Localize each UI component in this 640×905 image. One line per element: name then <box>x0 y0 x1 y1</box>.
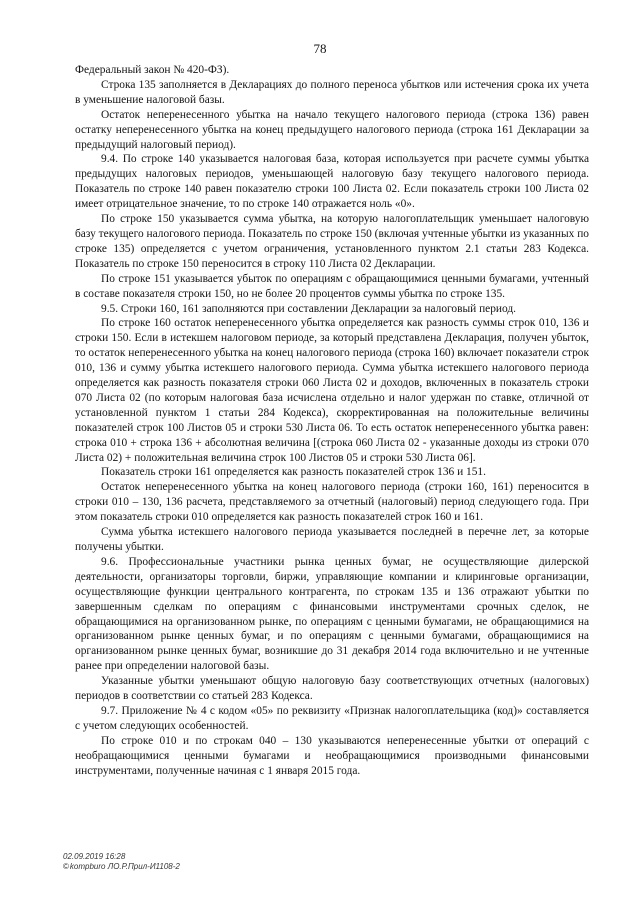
paragraph: 9.7. Приложение № 4 с кодом «05» по реквизиту «Признак налогоплательщика (код)» составляется с учетом следующих особенностей. <box>75 704 589 732</box>
paragraph: Сумма убытка истекшего налогового периода указывается последней в перечне лет, за которые получены убытки. <box>75 526 589 553</box>
paragraph: По строке 160 остаток неперенесенного убытка определяется как разность суммы строк 010, 136 и строки 150. Если в истекшем налоговом периоде, за который представлена Декларация, получен убыток, то остаток неперенесенного убытка на конец налогового периода (строка 160) включает показатели строк 010, 136 и сумму убытка истекшего налогового периода. Сумма убытка истекшего налогового периода определяется как разность показателя строки 060 Листа 02 и доходов, включенных в показатель строки 070 Листа 02 (по которым налоговая база исчислена отдельно и налог удержан по ставке, отличной от установленной пунктом 1 статьи 284 Кодекса), скорректированная на положительные величины показателей строк 100 Листов 05 и строки 530 Листа 06. То есть остаток неперенесенного убытка равен: строка 010 + строка 136 + абсолютная величина [(строка 060 Листа 02 - указанные доходы из строки 070 Листа 02) + положительная величина строк 100 Листов 05 и строки 530 Листа 06]. <box>75 317 589 464</box>
paragraph: 9.4. По строке 140 указывается налоговая база, которая используется при расчете суммы убытка предыдущих налоговых периодов, уменьшающей налоговую базу текущего налогового периода. Показатель по строке 140 равен показателю строки 100 Листа 02. Если показатель строки 100 Листа 02 имеет отрицательное значение, то по строке 140 отражается ноль «0». <box>75 153 589 211</box>
footer-timestamp: 02.09.2019 16:28 <box>63 852 126 861</box>
paragraph: По строке 010 и по строкам 040 – 130 указываются неперенесенные убытки от операций с необращающимися ценными бумагами и необращающимися производными финансовыми инструментами, полученные начиная с 1 января 2015 года. <box>75 734 589 777</box>
paragraph: Указанные убытки уменьшают общую налоговую базу соответствующих отчетных (налоговых) периодов в соответствии со статьей 283 Кодекса. <box>75 675 589 703</box>
document-footer <box>63 852 180 871</box>
footer-source <box>63 862 180 872</box>
document-body <box>75 63 589 779</box>
paragraph: По строке 150 указывается сумма убытка, на которую налогоплательщик уменьшает налоговую базу текущего налогового периода. Показатель по строке 150 (включая учтенные убытки из указанных по строке 135) определяется с учетом ограничения, установленного пунктом 2.1 статьи 283 Кодекса. Показатель по строке 150 переносится в строку 110 Листа 02 Декларации. <box>75 213 589 270</box>
paragraph: 9.6. Профессиональные участники рынка ценных бумаг, не осуществляющие дилерской деятельности, организаторы торговли, биржи, управляющие компании и клиринговые организации, осуществляющие функции центрального контрагента, по строкам 135 и 136 отражают убытки по завершенным сделкам по операциям с финансовыми инструментами срочных сделок, не обращающимися на организованном рынке, по операциям с ценными бумагами, не обращающимися на организованном рынке ценных бумаг, и по операциям с ценными бумагами, обращающимися на организованном рынке ценных бумаг, возникшие до 31 декабря 2014 года включительно и не учтенные ранее при определении налоговой базы. <box>75 555 589 673</box>
paragraph: По строке 151 указывается убыток по операциям с обращающимися ценными бумагами, учтенный в составе показателя строки 150, но не более 20 процентов суммы убытка по строке 135. <box>75 272 589 300</box>
paragraph: 9.5. Строки 160, 161 заполняются при составлении Декларации за налоговый период. <box>101 302 517 315</box>
paragraph: Показатель строки 161 определяется как разность показателей строк 136 и 151. <box>101 466 486 479</box>
copyright-icon: © <box>63 861 69 871</box>
footer-source-text: kompburo ЛО.Р.Прил-И1108-2 <box>69 861 180 871</box>
paragraph: Строка 135 заполняется в Декларациях до полного переноса убытков или истечения срока их учета в уменьшение налоговой базы. <box>75 78 589 106</box>
paragraph: Остаток неперенесенного убытка на конец налогового периода (строки 160, 161) переносится в строки 010 – 130, 136 расчета, представляемого за отчетный (налоговый) период следующего года. При этом показатель строки 010 определяется как разность показателей строк 160 и 161. <box>75 481 589 524</box>
paragraph: Федеральный закон № 420-ФЗ). <box>75 64 230 76</box>
paragraph: Остаток неперенесенного убытка на начало текущего налогового периода (строка 136) равен остатку неперенесенного убытка на конец предыдущего налогового периода (строка 161 Декларации за предыдущий налоговый период). <box>75 108 589 151</box>
page-number: 78 <box>313 41 327 56</box>
